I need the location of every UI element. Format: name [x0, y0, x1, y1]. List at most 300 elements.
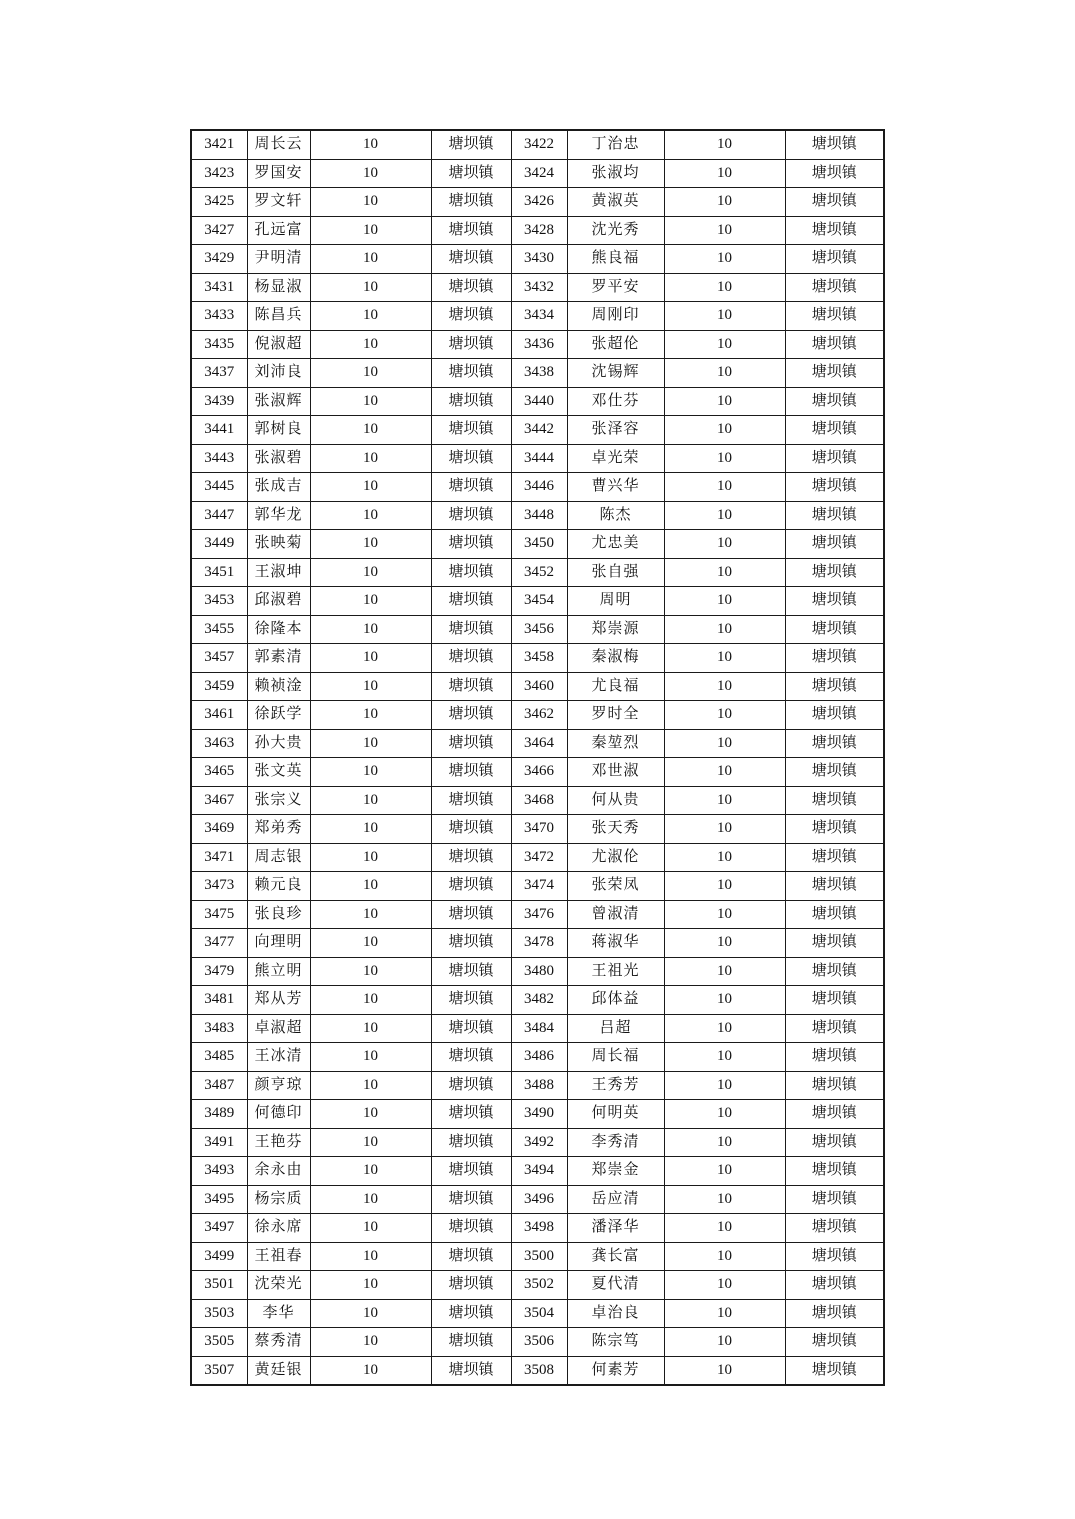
amount-cell: 10: [310, 758, 431, 787]
amount-cell: 10: [664, 1071, 785, 1100]
record-number-cell: 3483: [191, 1014, 247, 1043]
township-cell: 塘坝镇: [785, 672, 884, 701]
table-row: [191, 1185, 884, 1214]
record-number-cell: 3471: [191, 843, 247, 872]
amount-cell: 10: [664, 558, 785, 587]
amount-cell: 10: [664, 672, 785, 701]
person-name-cell: 刘沛良: [247, 359, 310, 388]
township-cell: 塘坝镇: [785, 758, 884, 787]
person-name-cell: 夏代清: [567, 1271, 664, 1300]
record-number-cell: 3491: [191, 1128, 247, 1157]
township-cell: 塘坝镇: [431, 245, 511, 274]
record-number-cell: 3504: [511, 1299, 567, 1328]
amount-cell: 10: [310, 216, 431, 245]
record-number-cell: 3469: [191, 815, 247, 844]
record-number-cell: 3447: [191, 501, 247, 530]
record-number-cell: 3435: [191, 330, 247, 359]
person-name-cell: 颜亨琼: [247, 1071, 310, 1100]
township-cell: 塘坝镇: [431, 1100, 511, 1129]
amount-cell: 10: [310, 615, 431, 644]
township-cell: 塘坝镇: [785, 957, 884, 986]
amount-cell: 10: [664, 1157, 785, 1186]
person-name-cell: 尤良福: [567, 672, 664, 701]
amount-cell: 10: [664, 1128, 785, 1157]
person-name-cell: 徐隆本: [247, 615, 310, 644]
person-name-cell: 邱淑碧: [247, 587, 310, 616]
person-name-cell: 陈宗笃: [567, 1328, 664, 1357]
table-row: [191, 986, 884, 1015]
township-cell: 塘坝镇: [785, 1100, 884, 1129]
township-cell: 塘坝镇: [431, 815, 511, 844]
amount-cell: 10: [310, 1271, 431, 1300]
amount-cell: 10: [310, 1157, 431, 1186]
person-name-cell: 丁治忠: [567, 130, 664, 159]
township-cell: 塘坝镇: [785, 843, 884, 872]
township-cell: 塘坝镇: [431, 558, 511, 587]
record-number-cell: 3465: [191, 758, 247, 787]
person-name-cell: 倪淑超: [247, 330, 310, 359]
amount-cell: 10: [310, 159, 431, 188]
person-name-cell: 周刚印: [567, 302, 664, 331]
person-name-cell: 张淑碧: [247, 444, 310, 473]
amount-cell: 10: [664, 957, 785, 986]
amount-cell: 10: [664, 701, 785, 730]
record-number-cell: 3433: [191, 302, 247, 331]
amount-cell: 10: [310, 130, 431, 159]
record-number-cell: 3485: [191, 1043, 247, 1072]
amount-cell: 10: [310, 815, 431, 844]
record-number-cell: 3461: [191, 701, 247, 730]
amount-cell: 10: [664, 1014, 785, 1043]
amount-cell: 10: [310, 245, 431, 274]
person-name-cell: 沈光秀: [567, 216, 664, 245]
township-cell: 塘坝镇: [431, 1299, 511, 1328]
amount-cell: 10: [310, 501, 431, 530]
person-name-cell: 曾淑清: [567, 900, 664, 929]
township-cell: 塘坝镇: [785, 815, 884, 844]
amount-cell: 10: [664, 615, 785, 644]
amount-cell: 10: [310, 473, 431, 502]
person-name-cell: 秦堃烈: [567, 729, 664, 758]
township-cell: 塘坝镇: [785, 558, 884, 587]
record-number-cell: 3423: [191, 159, 247, 188]
record-number-cell: 3424: [511, 159, 567, 188]
person-name-cell: 吕超: [567, 1014, 664, 1043]
record-number-cell: 3481: [191, 986, 247, 1015]
table-row: [191, 900, 884, 929]
amount-cell: 10: [310, 1299, 431, 1328]
table-row: [191, 1071, 884, 1100]
amount-cell: 10: [310, 302, 431, 331]
person-name-cell: 黄淑英: [567, 188, 664, 217]
record-number-cell: 3488: [511, 1071, 567, 1100]
table-row: [191, 444, 884, 473]
record-number-cell: 3434: [511, 302, 567, 331]
township-cell: 塘坝镇: [785, 929, 884, 958]
amount-cell: 10: [310, 1328, 431, 1357]
person-name-cell: 王秀芳: [567, 1071, 664, 1100]
table-row: [191, 1242, 884, 1271]
record-number-cell: 3486: [511, 1043, 567, 1072]
township-cell: 塘坝镇: [785, 1328, 884, 1357]
amount-cell: 10: [664, 330, 785, 359]
amount-cell: 10: [310, 1356, 431, 1385]
amount-cell: 10: [310, 330, 431, 359]
amount-cell: 10: [310, 672, 431, 701]
record-number-cell: 3489: [191, 1100, 247, 1129]
township-cell: 塘坝镇: [785, 1356, 884, 1385]
amount-cell: 10: [664, 387, 785, 416]
person-name-cell: 陈昌兵: [247, 302, 310, 331]
person-name-cell: 张文英: [247, 758, 310, 787]
amount-cell: 10: [664, 444, 785, 473]
person-name-cell: 余永由: [247, 1157, 310, 1186]
record-number-cell: 3441: [191, 416, 247, 445]
record-number-cell: 3444: [511, 444, 567, 473]
table-row: [191, 1356, 884, 1385]
person-name-cell: 张宗义: [247, 786, 310, 815]
table-row: [191, 758, 884, 787]
record-number-cell: 3462: [511, 701, 567, 730]
record-number-cell: 3497: [191, 1214, 247, 1243]
record-number-cell: 3505: [191, 1328, 247, 1357]
amount-cell: 10: [664, 1185, 785, 1214]
record-number-cell: 3459: [191, 672, 247, 701]
township-cell: 塘坝镇: [431, 1356, 511, 1385]
person-name-cell: 郑崇金: [567, 1157, 664, 1186]
township-cell: 塘坝镇: [785, 245, 884, 274]
township-cell: 塘坝镇: [785, 216, 884, 245]
township-cell: 塘坝镇: [431, 729, 511, 758]
person-name-cell: 周志银: [247, 843, 310, 872]
township-cell: 塘坝镇: [785, 1071, 884, 1100]
record-number-cell: 3455: [191, 615, 247, 644]
record-number-cell: 3494: [511, 1157, 567, 1186]
township-cell: 塘坝镇: [785, 188, 884, 217]
amount-cell: 10: [310, 530, 431, 559]
person-name-cell: 黄廷银: [247, 1356, 310, 1385]
table-row: [191, 273, 884, 302]
record-number-cell: 3421: [191, 130, 247, 159]
township-cell: 塘坝镇: [431, 1185, 511, 1214]
amount-cell: 10: [664, 302, 785, 331]
township-cell: 塘坝镇: [431, 1071, 511, 1100]
township-cell: 塘坝镇: [431, 1328, 511, 1357]
amount-cell: 10: [664, 1299, 785, 1328]
person-name-cell: 张天秀: [567, 815, 664, 844]
amount-cell: 10: [664, 929, 785, 958]
township-cell: 塘坝镇: [431, 957, 511, 986]
record-number-cell: 3495: [191, 1185, 247, 1214]
amount-cell: 10: [310, 1242, 431, 1271]
person-name-cell: 孔远富: [247, 216, 310, 245]
person-name-cell: 蒋淑华: [567, 929, 664, 958]
person-name-cell: 郑从芳: [247, 986, 310, 1015]
township-cell: 塘坝镇: [431, 1271, 511, 1300]
table-row: [191, 245, 884, 274]
amount-cell: 10: [310, 701, 431, 730]
table-row: [191, 843, 884, 872]
amount-cell: 10: [310, 644, 431, 673]
township-cell: 塘坝镇: [785, 302, 884, 331]
table-row: [191, 1214, 884, 1243]
record-number-cell: 3457: [191, 644, 247, 673]
table-row: [191, 872, 884, 901]
person-name-cell: 周明: [567, 587, 664, 616]
person-name-cell: 尹明清: [247, 245, 310, 274]
person-name-cell: 张映菊: [247, 530, 310, 559]
table-row: [191, 672, 884, 701]
person-name-cell: 龚长富: [567, 1242, 664, 1271]
person-name-cell: 卓淑超: [247, 1014, 310, 1043]
amount-cell: 10: [664, 1043, 785, 1072]
amount-cell: 10: [664, 188, 785, 217]
township-cell: 塘坝镇: [431, 473, 511, 502]
amount-cell: 10: [664, 815, 785, 844]
amount-cell: 10: [664, 245, 785, 274]
township-cell: 塘坝镇: [785, 900, 884, 929]
township-cell: 塘坝镇: [785, 444, 884, 473]
township-cell: 塘坝镇: [431, 672, 511, 701]
person-name-cell: 熊良福: [567, 245, 664, 274]
township-cell: 塘坝镇: [431, 302, 511, 331]
record-number-cell: 3490: [511, 1100, 567, 1129]
person-name-cell: 沈荣光: [247, 1271, 310, 1300]
person-name-cell: 尤淑伦: [567, 843, 664, 872]
person-name-cell: 王祖光: [567, 957, 664, 986]
township-cell: 塘坝镇: [785, 1043, 884, 1072]
amount-cell: 10: [664, 473, 785, 502]
person-name-cell: 周长福: [567, 1043, 664, 1072]
amount-cell: 10: [310, 188, 431, 217]
record-number-cell: 3479: [191, 957, 247, 986]
record-number-cell: 3498: [511, 1214, 567, 1243]
table-row: [191, 130, 884, 159]
amount-cell: 10: [310, 1043, 431, 1072]
person-name-cell: 何明英: [567, 1100, 664, 1129]
township-cell: 塘坝镇: [785, 530, 884, 559]
record-number-cell: 3503: [191, 1299, 247, 1328]
table-row: [191, 1043, 884, 1072]
township-cell: 塘坝镇: [431, 1043, 511, 1072]
record-number-cell: 3492: [511, 1128, 567, 1157]
person-name-cell: 孙大贵: [247, 729, 310, 758]
record-number-cell: 3454: [511, 587, 567, 616]
table-row: [191, 501, 884, 530]
amount-cell: 10: [310, 1185, 431, 1214]
record-number-cell: 3449: [191, 530, 247, 559]
person-name-cell: 赖祯淦: [247, 672, 310, 701]
table-row: [191, 1014, 884, 1043]
amount-cell: 10: [664, 501, 785, 530]
record-number-cell: 3468: [511, 786, 567, 815]
person-name-cell: 沈锡辉: [567, 359, 664, 388]
township-cell: 塘坝镇: [431, 1014, 511, 1043]
township-cell: 塘坝镇: [785, 1014, 884, 1043]
township-cell: 塘坝镇: [785, 872, 884, 901]
table-row: [191, 473, 884, 502]
record-number-cell: 3464: [511, 729, 567, 758]
record-number-cell: 3443: [191, 444, 247, 473]
amount-cell: 10: [310, 444, 431, 473]
township-cell: 塘坝镇: [431, 644, 511, 673]
table-row: [191, 1100, 884, 1129]
record-number-cell: 3430: [511, 245, 567, 274]
person-name-cell: 何素芳: [567, 1356, 664, 1385]
amount-cell: 10: [664, 273, 785, 302]
record-number-cell: 3428: [511, 216, 567, 245]
township-cell: 塘坝镇: [431, 130, 511, 159]
person-name-cell: 郭树良: [247, 416, 310, 445]
record-number-cell: 3453: [191, 587, 247, 616]
amount-cell: 10: [664, 644, 785, 673]
table-row: [191, 188, 884, 217]
township-cell: 塘坝镇: [431, 1128, 511, 1157]
amount-cell: 10: [664, 130, 785, 159]
record-number-cell: 3463: [191, 729, 247, 758]
table-row: [191, 1328, 884, 1357]
table-row: [191, 330, 884, 359]
amount-cell: 10: [664, 872, 785, 901]
record-number-cell: 3480: [511, 957, 567, 986]
table-row: [191, 1299, 884, 1328]
amount-cell: 10: [664, 1328, 785, 1357]
person-name-cell: 郑弟秀: [247, 815, 310, 844]
table-row: [191, 302, 884, 331]
amount-cell: 10: [664, 416, 785, 445]
amount-cell: 10: [664, 530, 785, 559]
record-number-cell: 3476: [511, 900, 567, 929]
person-name-cell: 卓光荣: [567, 444, 664, 473]
table-row: [191, 644, 884, 673]
record-number-cell: 3431: [191, 273, 247, 302]
record-number-cell: 3473: [191, 872, 247, 901]
table-row: [191, 359, 884, 388]
record-number-cell: 3474: [511, 872, 567, 901]
person-name-cell: 张自强: [567, 558, 664, 587]
person-name-cell: 张良珍: [247, 900, 310, 929]
township-cell: 塘坝镇: [785, 359, 884, 388]
person-name-cell: 徐永席: [247, 1214, 310, 1243]
table-row: [191, 558, 884, 587]
record-number-cell: 3500: [511, 1242, 567, 1271]
township-cell: 塘坝镇: [785, 501, 884, 530]
township-cell: 塘坝镇: [785, 1128, 884, 1157]
person-name-cell: 杨显淑: [247, 273, 310, 302]
record-number-cell: 3484: [511, 1014, 567, 1043]
township-cell: 塘坝镇: [431, 872, 511, 901]
township-cell: 塘坝镇: [431, 758, 511, 787]
record-number-cell: 3477: [191, 929, 247, 958]
person-name-cell: 熊立明: [247, 957, 310, 986]
record-number-cell: 3499: [191, 1242, 247, 1271]
person-name-cell: 向理明: [247, 929, 310, 958]
township-cell: 塘坝镇: [431, 986, 511, 1015]
person-name-cell: 潘泽华: [567, 1214, 664, 1243]
record-number-cell: 3439: [191, 387, 247, 416]
amount-cell: 10: [310, 359, 431, 388]
township-cell: 塘坝镇: [785, 159, 884, 188]
table-row: [191, 729, 884, 758]
person-name-cell: 张淑辉: [247, 387, 310, 416]
table-row: [191, 701, 884, 730]
roster-table: [190, 129, 885, 1386]
amount-cell: 10: [310, 416, 431, 445]
table-row: [191, 929, 884, 958]
record-number-cell: 3507: [191, 1356, 247, 1385]
record-number-cell: 3496: [511, 1185, 567, 1214]
township-cell: 塘坝镇: [785, 986, 884, 1015]
record-number-cell: 3475: [191, 900, 247, 929]
township-cell: 塘坝镇: [431, 615, 511, 644]
record-number-cell: 3482: [511, 986, 567, 1015]
township-cell: 塘坝镇: [431, 900, 511, 929]
record-number-cell: 3470: [511, 815, 567, 844]
record-number-cell: 3452: [511, 558, 567, 587]
table-row: [191, 587, 884, 616]
amount-cell: 10: [664, 1214, 785, 1243]
person-name-cell: 蔡秀清: [247, 1328, 310, 1357]
record-number-cell: 3422: [511, 130, 567, 159]
record-number-cell: 3466: [511, 758, 567, 787]
record-number-cell: 3460: [511, 672, 567, 701]
record-number-cell: 3429: [191, 245, 247, 274]
township-cell: 塘坝镇: [785, 644, 884, 673]
amount-cell: 10: [310, 587, 431, 616]
person-name-cell: 陈杰: [567, 501, 664, 530]
person-name-cell: 岳应清: [567, 1185, 664, 1214]
record-number-cell: 3432: [511, 273, 567, 302]
township-cell: 塘坝镇: [785, 1242, 884, 1271]
amount-cell: 10: [664, 1271, 785, 1300]
amount-cell: 10: [664, 900, 785, 929]
person-name-cell: 徐跃学: [247, 701, 310, 730]
amount-cell: 10: [664, 1242, 785, 1271]
township-cell: 塘坝镇: [785, 473, 884, 502]
township-cell: 塘坝镇: [431, 387, 511, 416]
person-name-cell: 张淑均: [567, 159, 664, 188]
amount-cell: 10: [664, 843, 785, 872]
table-row: [191, 530, 884, 559]
roster-body: [191, 130, 884, 1385]
amount-cell: 10: [310, 957, 431, 986]
township-cell: 塘坝镇: [785, 330, 884, 359]
person-name-cell: 邓世淑: [567, 758, 664, 787]
person-name-cell: 罗时全: [567, 701, 664, 730]
township-cell: 塘坝镇: [431, 188, 511, 217]
record-number-cell: 3501: [191, 1271, 247, 1300]
record-number-cell: 3426: [511, 188, 567, 217]
record-number-cell: 3472: [511, 843, 567, 872]
township-cell: 塘坝镇: [431, 929, 511, 958]
township-cell: 塘坝镇: [431, 530, 511, 559]
amount-cell: 10: [310, 986, 431, 1015]
record-number-cell: 3451: [191, 558, 247, 587]
township-cell: 塘坝镇: [785, 416, 884, 445]
record-number-cell: 3438: [511, 359, 567, 388]
amount-cell: 10: [664, 1100, 785, 1129]
record-number-cell: 3442: [511, 416, 567, 445]
person-name-cell: 曹兴华: [567, 473, 664, 502]
township-cell: 塘坝镇: [785, 387, 884, 416]
township-cell: 塘坝镇: [785, 786, 884, 815]
township-cell: 塘坝镇: [431, 587, 511, 616]
person-name-cell: 尤忠美: [567, 530, 664, 559]
amount-cell: 10: [310, 1071, 431, 1100]
person-name-cell: 罗文轩: [247, 188, 310, 217]
township-cell: 塘坝镇: [431, 1242, 511, 1271]
township-cell: 塘坝镇: [785, 1157, 884, 1186]
